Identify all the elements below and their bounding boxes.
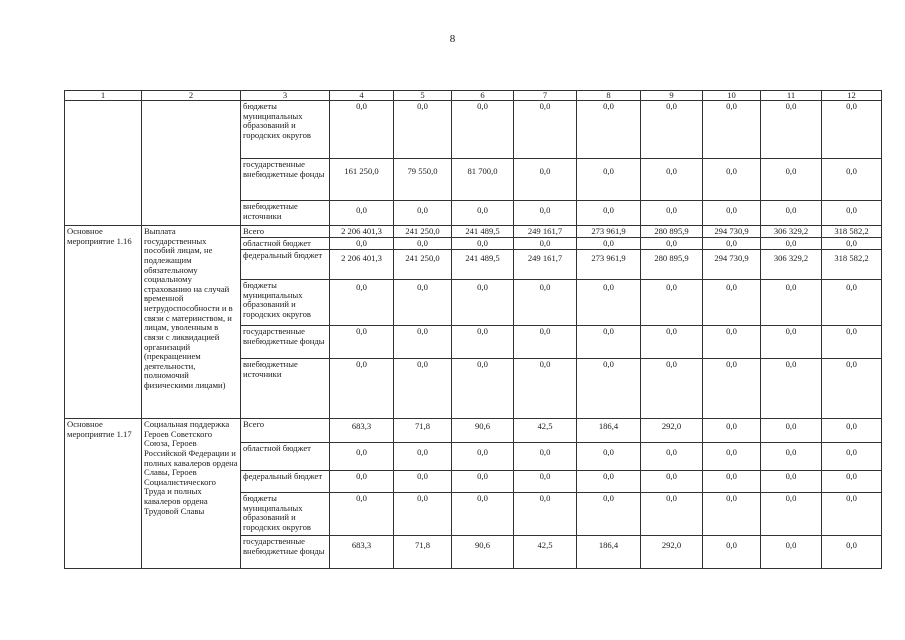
funding-source-cell: Всего bbox=[241, 419, 330, 443]
value-cell: 0,0 bbox=[761, 201, 822, 226]
value-cell: 0,0 bbox=[452, 201, 514, 226]
funding-source-cell: федеральный бюджет bbox=[241, 250, 330, 280]
value-cell: 0,0 bbox=[703, 201, 761, 226]
value-cell: 2 206 401,3 bbox=[330, 226, 394, 238]
value-cell: 0,0 bbox=[703, 359, 761, 419]
value-cell: 90,6 bbox=[452, 419, 514, 443]
value-cell: 0,0 bbox=[641, 359, 703, 419]
value-cell: 71,8 bbox=[394, 419, 452, 443]
value-cell: 0,0 bbox=[577, 101, 641, 159]
value-cell: 0,0 bbox=[761, 359, 822, 419]
value-cell: 249 161,7 bbox=[514, 226, 577, 238]
value-cell: 0,0 bbox=[761, 471, 822, 493]
value-cell: 306 329,2 bbox=[761, 250, 822, 280]
funding-source-cell: бюджеты муниципальных образований и городских округов bbox=[241, 280, 330, 326]
value-cell: 0,0 bbox=[822, 101, 882, 159]
value-cell: 318 582,2 bbox=[822, 226, 882, 238]
column-header: 4 bbox=[330, 91, 394, 101]
value-cell: 0,0 bbox=[761, 238, 822, 250]
column-number-row bbox=[65, 91, 882, 101]
value-cell: 0,0 bbox=[394, 201, 452, 226]
table-body bbox=[65, 101, 882, 569]
value-cell: 280 895,9 bbox=[641, 226, 703, 238]
value-cell: 0,0 bbox=[577, 443, 641, 471]
funding-source-cell: государственные внебюджетные фонды bbox=[241, 326, 330, 359]
value-cell: 0,0 bbox=[394, 326, 452, 359]
value-cell: 0,0 bbox=[452, 238, 514, 250]
value-cell: 0,0 bbox=[330, 238, 394, 250]
value-cell: 2 206 401,3 bbox=[330, 250, 394, 280]
value-cell: 683,3 bbox=[330, 536, 394, 569]
column-header: 9 bbox=[641, 91, 703, 101]
value-cell: 0,0 bbox=[330, 471, 394, 493]
value-cell: 0,0 bbox=[394, 238, 452, 250]
funding-source-cell: Всего bbox=[241, 226, 330, 238]
funding-source-cell: внебюджетные источники bbox=[241, 201, 330, 226]
measure-cell bbox=[65, 101, 142, 226]
value-cell: 0,0 bbox=[577, 359, 641, 419]
value-cell: 0,0 bbox=[577, 280, 641, 326]
value-cell: 0,0 bbox=[452, 101, 514, 159]
value-cell: 294 730,9 bbox=[703, 250, 761, 280]
value-cell: 0,0 bbox=[822, 359, 882, 419]
value-cell: 0,0 bbox=[577, 201, 641, 226]
value-cell: 0,0 bbox=[330, 201, 394, 226]
value-cell: 0,0 bbox=[641, 326, 703, 359]
value-cell: 292,0 bbox=[641, 536, 703, 569]
value-cell: 241 250,0 bbox=[394, 250, 452, 280]
value-cell: 0,0 bbox=[452, 326, 514, 359]
column-header: 1 bbox=[65, 91, 142, 101]
value-cell: 294 730,9 bbox=[703, 226, 761, 238]
value-cell: 0,0 bbox=[761, 493, 822, 536]
value-cell: 0,0 bbox=[641, 159, 703, 201]
value-cell: 0,0 bbox=[703, 238, 761, 250]
value-cell: 249 161,7 bbox=[514, 250, 577, 280]
value-cell: 0,0 bbox=[577, 238, 641, 250]
value-cell: 0,0 bbox=[761, 159, 822, 201]
value-cell: 0,0 bbox=[761, 536, 822, 569]
value-cell: 161 250,0 bbox=[330, 159, 394, 201]
value-cell: 241 250,0 bbox=[394, 226, 452, 238]
table-row bbox=[65, 419, 882, 443]
value-cell: 0,0 bbox=[514, 471, 577, 493]
value-cell: 241 489,5 bbox=[452, 250, 514, 280]
value-cell: 81 700,0 bbox=[452, 159, 514, 201]
value-cell: 0,0 bbox=[514, 493, 577, 536]
value-cell: 0,0 bbox=[761, 280, 822, 326]
value-cell: 0,0 bbox=[514, 201, 577, 226]
column-header: 8 bbox=[577, 91, 641, 101]
value-cell: 0,0 bbox=[514, 443, 577, 471]
table-row bbox=[65, 226, 882, 238]
funding-source-cell: областной бюджет bbox=[241, 443, 330, 471]
column-header: 3 bbox=[241, 91, 330, 101]
column-header: 11 bbox=[761, 91, 822, 101]
value-cell: 0,0 bbox=[452, 359, 514, 419]
description-cell: Выплата государственных пособий лицам, не подлежащим обязательному социальному страхованию на случай временной нетрудоспособности и в связи с материнством, и лицам, уволенным в связи с ликвидацией организаций (прекращением деятельности, полномочий физическими лицами) bbox=[142, 226, 241, 419]
value-cell: 0,0 bbox=[394, 101, 452, 159]
measure-cell: Основное мероприятие 1.17 bbox=[65, 419, 142, 569]
value-cell: 0,0 bbox=[452, 471, 514, 493]
value-cell: 0,0 bbox=[641, 238, 703, 250]
value-cell: 273 961,9 bbox=[577, 250, 641, 280]
value-cell: 0,0 bbox=[577, 493, 641, 536]
value-cell: 0,0 bbox=[330, 359, 394, 419]
value-cell: 0,0 bbox=[514, 238, 577, 250]
value-cell: 0,0 bbox=[452, 280, 514, 326]
funding-source-cell: федеральный бюджет bbox=[241, 471, 330, 493]
page-number: 8 bbox=[449, 33, 456, 45]
value-cell: 0,0 bbox=[641, 280, 703, 326]
value-cell: 0,0 bbox=[394, 280, 452, 326]
value-cell: 90,6 bbox=[452, 536, 514, 569]
value-cell: 0,0 bbox=[452, 493, 514, 536]
funding-source-cell: областной бюджет bbox=[241, 238, 330, 250]
value-cell: 0,0 bbox=[577, 159, 641, 201]
value-cell: 0,0 bbox=[641, 201, 703, 226]
column-header: 12 bbox=[822, 91, 882, 101]
value-cell: 0,0 bbox=[761, 419, 822, 443]
value-cell: 42,5 bbox=[514, 419, 577, 443]
value-cell: 273 961,9 bbox=[577, 226, 641, 238]
value-cell: 0,0 bbox=[394, 493, 452, 536]
description-cell: Социальная поддержка Героев Советского Союза, Героев Российской Федерации и полных кавалеров ордена Славы, Героев Социалистического Труда и полных кавалеров ордена Трудовой Славы bbox=[142, 419, 241, 569]
value-cell: 0,0 bbox=[703, 493, 761, 536]
funding-source-cell: внебюджетные источники bbox=[241, 359, 330, 419]
value-cell: 0,0 bbox=[703, 101, 761, 159]
value-cell: 0,0 bbox=[703, 326, 761, 359]
funding-source-cell: государственные внебюджетные фонды bbox=[241, 536, 330, 569]
value-cell: 0,0 bbox=[641, 493, 703, 536]
value-cell: 0,0 bbox=[577, 471, 641, 493]
value-cell: 79 550,0 bbox=[394, 159, 452, 201]
value-cell: 280 895,9 bbox=[641, 250, 703, 280]
value-cell: 186,4 bbox=[577, 536, 641, 569]
value-cell: 0,0 bbox=[703, 280, 761, 326]
measure-cell: Основное мероприятие 1.16 bbox=[65, 226, 142, 419]
value-cell: 0,0 bbox=[761, 443, 822, 471]
funding-source-cell: бюджеты муниципальных образований и городских округов bbox=[241, 493, 330, 536]
value-cell: 683,3 bbox=[330, 419, 394, 443]
value-cell: 0,0 bbox=[330, 443, 394, 471]
value-cell: 0,0 bbox=[514, 359, 577, 419]
value-cell: 0,0 bbox=[330, 280, 394, 326]
value-cell: 0,0 bbox=[822, 159, 882, 201]
value-cell: 0,0 bbox=[514, 101, 577, 159]
value-cell: 0,0 bbox=[703, 419, 761, 443]
value-cell: 0,0 bbox=[822, 493, 882, 536]
funding-source-cell: бюджеты муниципальных образований и городских округов bbox=[241, 101, 330, 159]
table-row bbox=[65, 101, 882, 159]
value-cell: 0,0 bbox=[761, 326, 822, 359]
description-cell bbox=[142, 101, 241, 226]
funding-source-cell: государственные внебюджетные фонды bbox=[241, 159, 330, 201]
value-cell: 0,0 bbox=[330, 101, 394, 159]
value-cell: 0,0 bbox=[822, 238, 882, 250]
value-cell: 0,0 bbox=[822, 326, 882, 359]
value-cell: 0,0 bbox=[703, 471, 761, 493]
value-cell: 0,0 bbox=[514, 159, 577, 201]
value-cell: 0,0 bbox=[822, 536, 882, 569]
value-cell: 0,0 bbox=[394, 443, 452, 471]
value-cell: 241 489,5 bbox=[452, 226, 514, 238]
value-cell: 0,0 bbox=[641, 471, 703, 493]
value-cell: 0,0 bbox=[822, 419, 882, 443]
value-cell: 0,0 bbox=[822, 443, 882, 471]
column-header: 5 bbox=[394, 91, 452, 101]
value-cell: 0,0 bbox=[330, 493, 394, 536]
value-cell: 0,0 bbox=[452, 443, 514, 471]
value-cell: 0,0 bbox=[514, 280, 577, 326]
value-cell: 0,0 bbox=[641, 443, 703, 471]
value-cell: 318 582,2 bbox=[822, 250, 882, 280]
value-cell: 42,5 bbox=[514, 536, 577, 569]
value-cell: 0,0 bbox=[641, 101, 703, 159]
value-cell: 0,0 bbox=[514, 326, 577, 359]
value-cell: 0,0 bbox=[703, 536, 761, 569]
value-cell: 0,0 bbox=[822, 471, 882, 493]
column-header: 6 bbox=[452, 91, 514, 101]
value-cell: 0,0 bbox=[394, 359, 452, 419]
column-header: 10 bbox=[703, 91, 761, 101]
value-cell: 0,0 bbox=[761, 101, 822, 159]
value-cell: 0,0 bbox=[703, 443, 761, 471]
value-cell: 186,4 bbox=[577, 419, 641, 443]
column-header: 7 bbox=[514, 91, 577, 101]
budget-table bbox=[64, 90, 882, 569]
value-cell: 292,0 bbox=[641, 419, 703, 443]
value-cell: 306 329,2 bbox=[761, 226, 822, 238]
value-cell: 0,0 bbox=[703, 159, 761, 201]
value-cell: 0,0 bbox=[822, 201, 882, 226]
value-cell: 71,8 bbox=[394, 536, 452, 569]
value-cell: 0,0 bbox=[822, 280, 882, 326]
value-cell: 0,0 bbox=[577, 326, 641, 359]
column-header: 2 bbox=[142, 91, 241, 101]
value-cell: 0,0 bbox=[394, 471, 452, 493]
value-cell: 0,0 bbox=[330, 326, 394, 359]
